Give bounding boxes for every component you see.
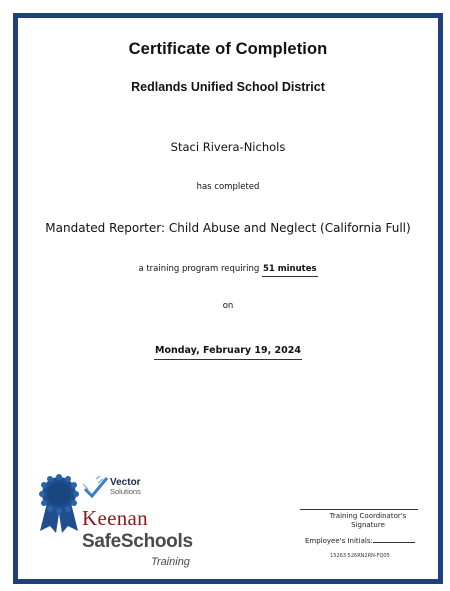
signature-line — [300, 509, 418, 510]
certificate-title: Certificate of Completion — [128, 40, 328, 58]
completed-text: has completed — [196, 182, 260, 192]
vector-check-icon — [82, 474, 110, 500]
completion-date-line — [18, 338, 438, 360]
keenan-wordmark: Keenan — [82, 506, 148, 530]
safeschools-wordmark: SafeSchools — [82, 531, 193, 552]
initials-blank — [373, 542, 415, 543]
district-name: Redlands Unified School District — [131, 80, 325, 94]
requiring-line — [18, 264, 438, 277]
award-ribbon-icon — [34, 473, 84, 533]
recipient-name: Staci Rivera-Nichols — [170, 140, 286, 154]
vector-solutions-logo — [82, 474, 152, 502]
initials-label: Employee's Initials: — [305, 537, 373, 545]
keenan-safeschools-logo — [18, 473, 218, 573]
course-name: Mandated Reporter: Child Abuse and Neglect (California Full) — [45, 221, 411, 235]
training-wordmark: Training — [151, 556, 190, 568]
employee-initials-field — [305, 537, 415, 545]
completion-date: Monday, February 19, 2024 — [154, 345, 302, 360]
vector-sub: Solutions — [110, 487, 141, 496]
vector-brand: Vector — [110, 477, 141, 488]
coordinator-signature-label: Training Coordinator's Signature — [329, 512, 407, 529]
requiring-text: a training program requiring — [138, 264, 260, 274]
certificate-frame — [13, 13, 443, 584]
on-text: on — [222, 301, 234, 311]
certificate-code: 15263 526RN2RN-FQ05 — [330, 553, 390, 559]
duration-value: 51 minutes — [262, 264, 318, 277]
